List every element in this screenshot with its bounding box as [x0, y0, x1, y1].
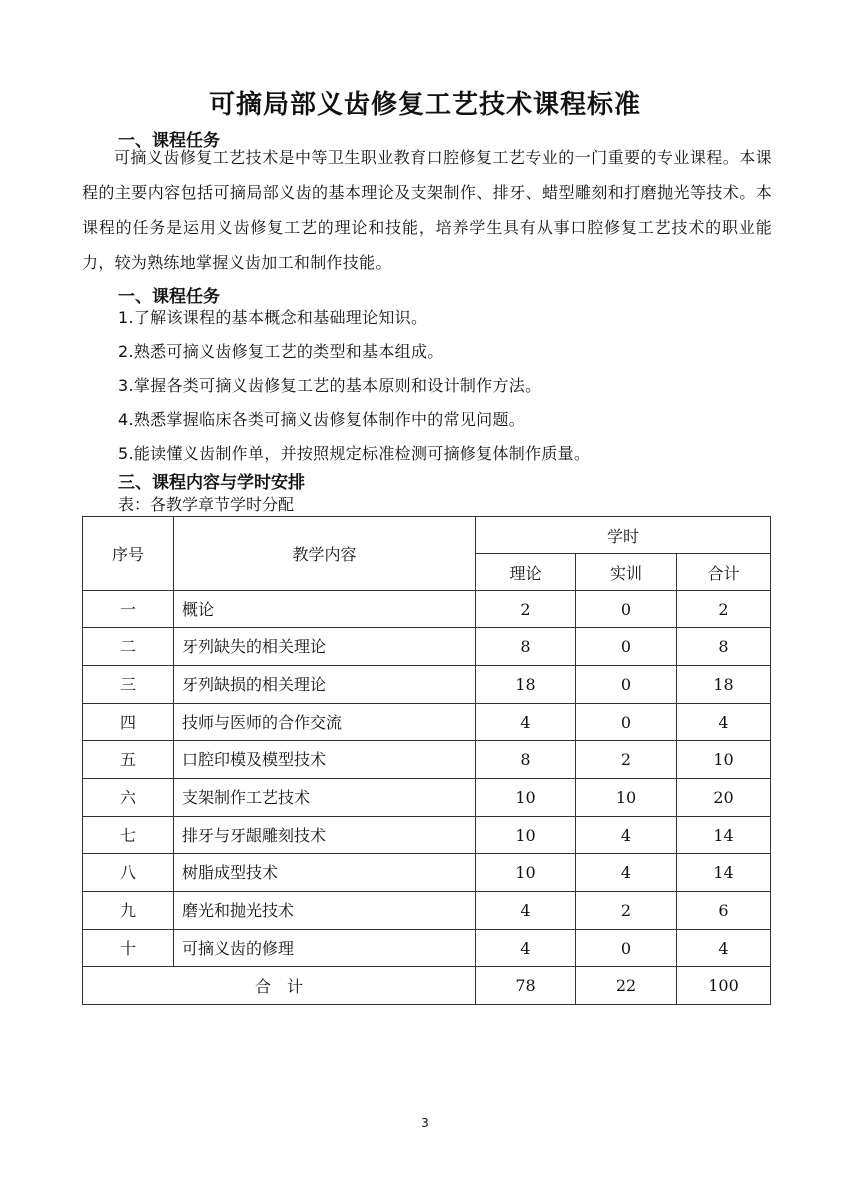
header-total: 合计 [677, 554, 771, 591]
row-practice: 2 [576, 892, 677, 930]
row-content: 技师与医师的合作交流 [174, 704, 476, 741]
row-total: 14 [677, 854, 771, 892]
row-theory: 4 [476, 930, 576, 967]
table-caption: 表：各教学章节学时分配 [118, 495, 295, 514]
course-task-paragraph: 可摘义齿修复工艺技术是中等卫生职业教育口腔修复工艺专业的一门重要的专业课程。本课程的主要内容包括可摘局部义齿的基本理论及支架制作、排牙、蜡型雕刻和打磨抛光等技术。本课程的任务是运用义齿修复工艺的理论和技能，培养学生具有从事口腔修复工艺技术的职业能力，较为熟练地掌握义齿加工和制作技能。 [82, 148, 772, 272]
section-heading-course-task: 一、课程任务 [118, 131, 220, 151]
summary-theory: 78 [476, 967, 576, 1005]
row-theory: 10 [476, 817, 576, 854]
row-content: 支架制作工艺技术 [174, 779, 476, 817]
row-index: 五 [83, 741, 174, 779]
row-content: 磨光和抛光技术 [174, 892, 476, 930]
row-practice: 10 [576, 779, 677, 817]
row-content: 可摘义齿的修理 [174, 930, 476, 967]
row-practice: 0 [576, 666, 677, 704]
header-content: 教学内容 [174, 517, 476, 591]
list-item: 4.熟悉掌握临床各类可摘义齿修复体制作中的常见问题。 [118, 410, 526, 429]
row-total: 4 [677, 930, 771, 967]
header-practice: 实训 [576, 554, 677, 591]
table-row [83, 854, 771, 892]
row-total: 20 [677, 779, 771, 817]
page-number: 3 [421, 1116, 429, 1130]
row-content: 口腔印模及模型技术 [174, 741, 476, 779]
table-row [83, 892, 771, 930]
section-heading-content-hours: 三、课程内容与学时安排 [118, 473, 305, 493]
row-practice: 4 [576, 854, 677, 892]
row-theory: 4 [476, 704, 576, 741]
section-heading-course-objectives: 一、课程任务 [118, 287, 220, 307]
row-practice: 2 [576, 741, 677, 779]
row-total: 14 [677, 817, 771, 854]
row-theory: 2 [476, 591, 576, 628]
row-index: 三 [83, 666, 174, 704]
row-theory: 8 [476, 741, 576, 779]
row-practice: 0 [576, 591, 677, 628]
row-practice: 0 [576, 704, 677, 741]
row-total: 6 [677, 892, 771, 930]
table-row [83, 591, 771, 628]
list-item: 1.了解该课程的基本概念和基础理论知识。 [118, 308, 428, 327]
row-index: 十 [83, 930, 174, 967]
table-row [83, 930, 771, 967]
row-total: 2 [677, 591, 771, 628]
page-title: 可摘局部义齿修复工艺技术课程标准 [208, 90, 641, 120]
row-content: 树脂成型技术 [174, 854, 476, 892]
row-theory: 8 [476, 628, 576, 666]
row-theory: 4 [476, 892, 576, 930]
row-practice: 0 [576, 930, 677, 967]
list-item: 3.掌握各类可摘义齿修复工艺的基本原则和设计制作方法。 [118, 376, 542, 395]
row-theory: 10 [476, 779, 576, 817]
table-row [83, 628, 771, 666]
header-theory: 理论 [476, 554, 576, 591]
row-content: 概论 [174, 591, 476, 628]
row-total: 18 [677, 666, 771, 704]
row-index: 六 [83, 779, 174, 817]
row-content: 牙列缺失的相关理论 [174, 628, 476, 666]
table-row [83, 741, 771, 779]
summary-total: 100 [677, 967, 771, 1005]
row-index: 二 [83, 628, 174, 666]
row-total: 8 [677, 628, 771, 666]
row-index: 七 [83, 817, 174, 854]
objectives-list [118, 301, 590, 471]
table-row [83, 704, 771, 741]
row-theory: 18 [476, 666, 576, 704]
row-total: 4 [677, 704, 771, 741]
summary-practice: 22 [576, 967, 677, 1005]
row-index: 九 [83, 892, 174, 930]
table-row [83, 666, 771, 704]
header-index: 序号 [83, 517, 174, 591]
row-practice: 4 [576, 817, 677, 854]
row-practice: 0 [576, 628, 677, 666]
hours-table [82, 516, 771, 1005]
summary-row [83, 967, 771, 1005]
table-row [83, 817, 771, 854]
row-index: 四 [83, 704, 174, 741]
summary-label: 合 计 [83, 967, 476, 1005]
table-row [83, 779, 771, 817]
row-index: 八 [83, 854, 174, 892]
row-index: 一 [83, 591, 174, 628]
row-total: 10 [677, 741, 771, 779]
row-content: 牙列缺损的相关理论 [174, 666, 476, 704]
row-content: 排牙与牙龈雕刻技术 [174, 817, 476, 854]
row-theory: 10 [476, 854, 576, 892]
list-item: 5.能读懂义齿制作单，并按照规定标准检测可摘修复体制作质量。 [118, 444, 591, 463]
list-item: 2.熟悉可摘义齿修复工艺的类型和基本组成。 [118, 342, 444, 361]
header-hours: 学时 [476, 517, 771, 554]
